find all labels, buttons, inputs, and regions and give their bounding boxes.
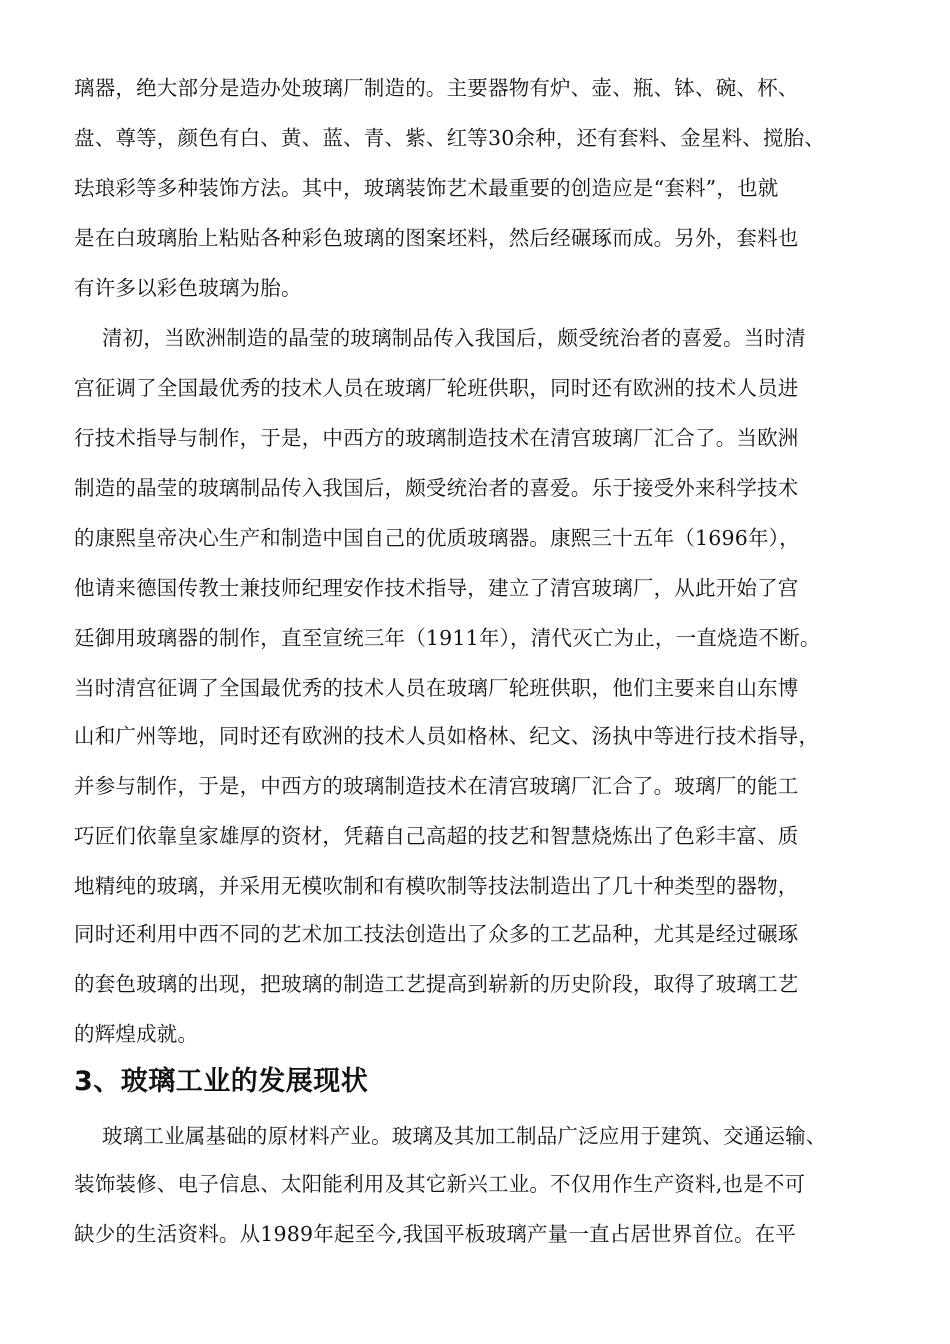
- text-line: 并参与制作，于是，中西方的玻璃制造技术在清宫玻璃厂汇合了。玻璃厂的能工: [74, 774, 799, 798]
- text-line: 玻璃工业属基础的原材料产业。玻璃及其加工制品广泛应用于建筑、交通运输、: [102, 1124, 827, 1148]
- section-heading: 3、玻璃工业的发展现状: [74, 1066, 369, 1097]
- text-line: 当时清宫征调了全国最优秀的技术人员在玻璃厂轮班供职，他们主要来自山东博: [74, 676, 799, 700]
- text-line: 珐琅彩等多种装饰方法。其中，玻璃装饰艺术最重要的创造应是“套料”，也就: [74, 176, 779, 200]
- text-line: 廷御用玻璃器的制作，直至宣统三年（1911年），清代灭亡为止，一直烧造不断。: [74, 626, 821, 650]
- text-line: 是在白玻璃胎上粘贴各种彩色玻璃的图案坯料，然后经碾琢而成。另外，套料也: [74, 226, 799, 250]
- text-line: 的套色玻璃的出现，把玻璃的制造工艺提高到崭新的历史阶段，取得了玻璃工艺: [74, 972, 799, 996]
- text-line: 有许多以彩色玻璃为胎。: [74, 276, 302, 300]
- text-line: 制造的晶莹的玻璃制品传入我国后，颇受统治者的喜爱。乐于接受外来科学技术: [74, 476, 799, 500]
- text-line: 装饰装修、电子信息、太阳能利用及其它新兴工业。不仅用作生产资料,也是不可: [74, 1172, 806, 1196]
- text-line: 山和广州等地，同时还有欧洲的技术人员如格林、纪文、汤执中等进行技术指导，: [74, 724, 820, 748]
- text-line: 清初，当欧洲制造的晶莹的玻璃制品传入我国后，颇受统治者的喜爱。当时清: [102, 326, 806, 350]
- text-line: 他请来德国传教士兼技师纪理安作技术指导，建立了清宫玻璃厂，从此开始了宫: [74, 576, 799, 600]
- text-line: 同时还利用中西不同的艺术加工技法创造出了众多的工艺品种，尤其是经过碾琢: [74, 922, 799, 946]
- text-line: 行技术指导与制作，于是，中西方的玻璃制造技术在清宫玻璃厂汇合了。当欧洲: [74, 426, 799, 450]
- text-line: 的辉煌成就。: [74, 1022, 199, 1046]
- text-line: 巧匠们依靠皇家雄厚的资材，凭藉自己高超的技艺和智慧烧炼出了色彩丰富、质: [74, 824, 799, 848]
- text-line: 宫征调了全国最优秀的技术人员在玻璃厂轮班供职，同时还有欧洲的技术人员进: [74, 376, 799, 400]
- text-line: 的康熙皇帝决心生产和制造中国自己的优质玻璃器。康熙三十五年（1696年），: [74, 526, 800, 550]
- text-line: 缺少的生活资料。从1989年起至今,我国平板玻璃产量一直占居世界首位。在平: [74, 1222, 797, 1246]
- text-line: 盘、尊等，颜色有白、黄、蓝、青、紫、红等30余种，还有套料、金星料、搅胎、: [74, 126, 825, 150]
- text-line: 地精纯的玻璃，并采用无模吹制和有模吹制等技法制造出了几十种类型的器物，: [74, 874, 799, 898]
- text-line: 璃器，绝大部分是造办处玻璃厂制造的。主要器物有炉、壶、瓶、钵、碗、杯、: [74, 76, 799, 100]
